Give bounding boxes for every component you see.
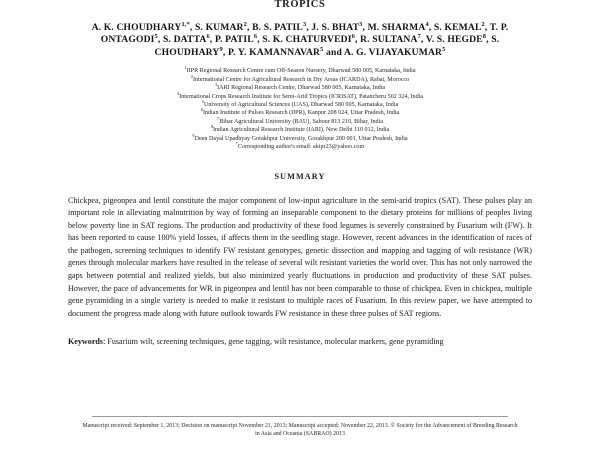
affiliation-item <box>68 109 532 117</box>
keywords-separator: : <box>103 337 108 347</box>
affiliation-text: International Centre for Agricultural Research in Dry Areas (ICARDA), Rabat, Morocco <box>192 76 410 83</box>
affiliation-item <box>68 115 532 126</box>
author-affil-marker: 1,* <box>181 20 190 28</box>
affiliation-item <box>68 132 532 143</box>
affiliation-text: University of Agricultural Sciences (UAS), Dharwad 580 005, Karnataka, India <box>203 102 399 109</box>
affiliation-text: Indian Agricultural Research Institute (IARI), New Delhi 110 012, India <box>212 127 390 134</box>
author-affil-marker: 6 <box>351 33 355 41</box>
affiliation-item <box>68 84 532 92</box>
author-name: , S. KUMAR <box>189 22 244 33</box>
author-affil-marker: 2 <box>243 20 247 28</box>
author-name: , J. S. BHAT <box>306 22 360 33</box>
affiliation-text: IARI Regional Research Centre, Dharwad 580 005, Karnataka, India <box>217 85 386 92</box>
author-affil-marker: 6 <box>253 33 258 41</box>
affiliation-marker: 5 <box>201 99 204 104</box>
keywords-section <box>68 336 532 349</box>
summary-heading: SUMMARY <box>274 171 326 181</box>
author-name: , P. PATIL <box>209 34 254 46</box>
author-affil-marker: 7 <box>417 33 421 41</box>
affiliation-text: IIPR Regional Research Centre cum Off-Season Nursery, Dharwad 580 005, Karnataka, India <box>186 68 416 75</box>
author-name: , B. S. PATIL <box>246 22 303 33</box>
author-affil-marker: 3 <box>302 20 307 28</box>
footer-divider <box>92 416 508 417</box>
author-affil-marker: 5 <box>320 45 324 53</box>
keywords-text: Fusarium wilt, screening techniques, gene tagging, wilt resistance, molecular markers, gene pyramiding <box>107 337 444 347</box>
author-affil-marker: 4 <box>425 20 429 28</box>
author-affil-marker: 8 <box>482 33 487 41</box>
affiliation-item <box>68 101 532 109</box>
affiliation-marker: 1 <box>184 65 187 71</box>
author-affil-marker: 5 <box>154 33 158 41</box>
title-last-line: TROPICS <box>274 0 326 10</box>
affiliation-text: Deen Dayal Upadhyay Gorakhpur University, Gorakhpur 200 001, Uttar Pradesh, India <box>194 135 408 142</box>
affiliation-marker: 2 <box>190 73 193 79</box>
author-name: , S. <box>428 22 442 33</box>
author-name: and A. G. <box>323 46 367 58</box>
author-name: VIJAYAKUMAR <box>368 46 443 58</box>
affiliation-text: International Crops Research Institute for Semi-Arid Tropics (ICRISAT), Patancheru 502 324, India <box>179 93 424 100</box>
author-name: , V. S. HEGDE <box>420 34 483 46</box>
author-name: , S. CHOUDHARY <box>154 34 500 58</box>
affiliation-item <box>68 90 532 101</box>
author-name: , T. P. ONTAGODI <box>100 22 509 46</box>
author-name: , M. SHARMA <box>362 22 426 33</box>
author-affil-marker: 6 <box>206 33 210 41</box>
affiliation-text: Indian Institute of Pulses Research (IIPR), Kanpur 208 024, Uttar Pradesh, India <box>202 110 400 117</box>
abstract-text: Chickpea, pigeonpea and lentil constitute the major component of low-input agriculture in the semi-arid tropics (SAT). These pulses play an important role in alleviating malnutrition by way of forming an inseparable component to the dietary proteins for millions of peoples living below poverty line in SAT regions. The production and productivity of these food legumes is severely constrained by Fusarium wilt (FW). It has been reported to cause 100% yield losses, if affects them in the seedling stage. However, recent advances in the identification of races of the pathogen, screening techniques to identify FW resistant genotypes, genetic dissection and mapping and tagging of wilt resistance (WR) genes through molecular markers have resulted in the release of several wilt resistant varieties the world over. This has not only narrowed the gaps between potential and realized yields, but also minimized yearly fluctuations in production and productivity of these SAT pulses. However, the pace of advancements for WR in pigeonpea and lentil has not been comparable to those of chickpea. Even in chickpea, multiple gene pyramiding in a single variety is needed to make it resistant to multiple races of Fusarium. In this review paper, we have attempted to document the progress made along with future outlook towards FW resistance in these three pulses of SAT regions. <box>68 195 532 318</box>
author-name: , S. DATTA <box>157 34 207 46</box>
affiliation-list <box>68 67 532 152</box>
author-name: A. K. CHOUDHARY <box>91 22 182 33</box>
author-affil-marker: 5 <box>442 45 446 53</box>
manuscript-history-note <box>80 422 520 438</box>
author-affil-marker: 3 <box>359 20 363 28</box>
affiliation-text: Bihar Agricultural University (BAU), Sabour 813 210, Bihar, India <box>219 118 383 125</box>
author-list <box>68 22 532 59</box>
author-name: , S. K. CHATURVEDI <box>257 34 352 46</box>
author-name: , P. Y. KAMANNAVAR <box>222 46 321 58</box>
corresponding-marker: * <box>235 141 238 147</box>
corresponding-email-text: Corresponding author's email: akipr23@yahoo.com <box>238 144 365 151</box>
author-name: SULTANA <box>372 34 418 46</box>
manuscript-dates-line: Manuscript received: September 1, 2013; Decision on manuscript November 21, 2013; Manuscript accepted: November 22, <box>82 423 375 429</box>
page-title <box>68 0 532 10</box>
affiliation-marker: 4 <box>176 90 180 96</box>
affiliation-marker: 3 <box>214 82 218 88</box>
author-name: KEMAL <box>444 22 482 33</box>
keywords-label: Keywords <box>68 337 104 347</box>
affiliation-marker: 9 <box>192 132 195 138</box>
copyright-line: 2013. © Society for the Advancement of Breeding Research in Asia and Oceania (SABRAO) 2013 <box>255 423 518 438</box>
author-name: , R. <box>354 34 370 46</box>
author-affil-marker: 9 <box>219 45 223 53</box>
affiliation-marker: 7 <box>217 115 220 121</box>
affiliation-item <box>68 67 532 75</box>
affiliation-item <box>68 126 532 134</box>
affiliation-item <box>68 73 532 84</box>
corresponding-author-note <box>68 143 532 151</box>
author-affil-marker: 2 <box>481 20 485 28</box>
affiliation-marker: 6 <box>200 107 203 113</box>
affiliation-marker: 8 <box>210 124 213 130</box>
